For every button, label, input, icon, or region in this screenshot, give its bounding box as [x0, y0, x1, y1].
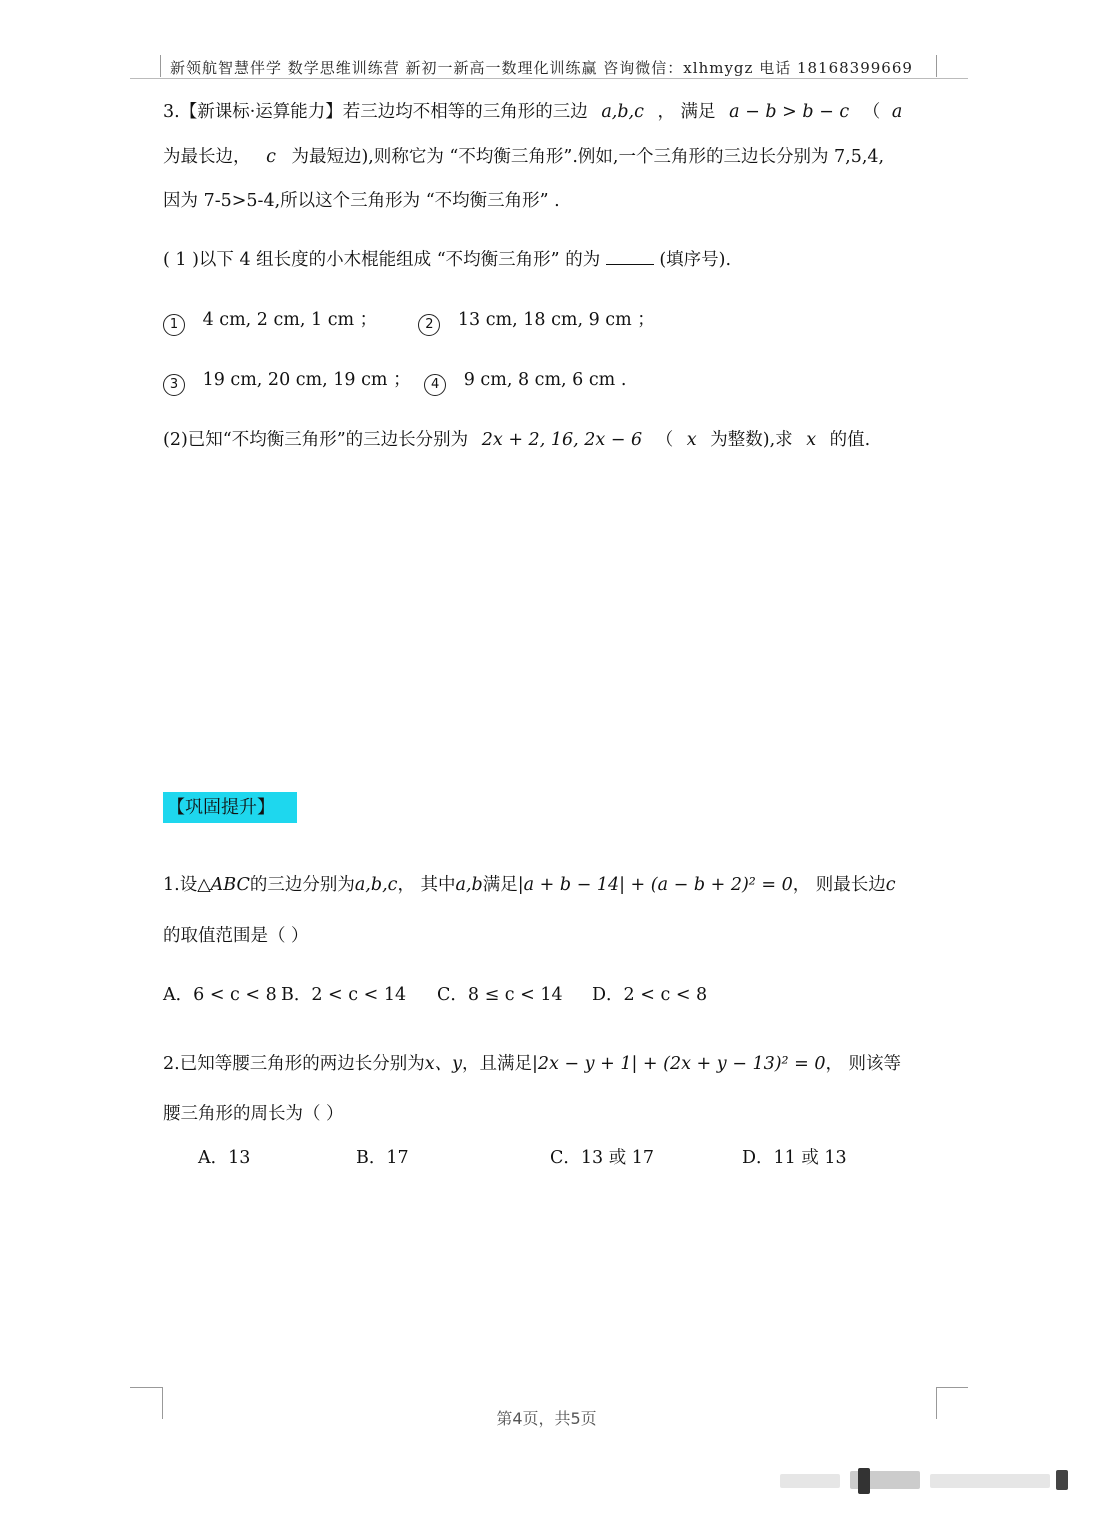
q3-line1: 3.【新课标·运算能力】若三边均不相等的三角形的三边 a,b,c ， 满足 a − b > b − c （ a: [163, 102, 903, 122]
p2-line2: 腰三角形的周长为（ ）: [163, 1104, 344, 1124]
q3-part1: ( 1 )以下 4 组长度的小木棍能组成 “不均衡三角形” 的为 (填序号).: [163, 250, 732, 270]
q3-options-row2: [163, 366, 626, 396]
option-number-2: 2: [418, 314, 440, 336]
q3-line2: 为最长边， c 为最短边),则称它为 “不均衡三角形”.例如,一个三角形的三边长分别为 7,5,4,: [163, 147, 885, 167]
section-label: 【巩固提升】: [163, 792, 297, 823]
p1-option-a: A．6 < c < 8: [163, 985, 277, 1005]
q3-options-row1: [163, 306, 655, 336]
option-number-3: 3: [163, 374, 185, 396]
p1-option-c: C．8 ≤ c < 14: [437, 985, 563, 1005]
corner-mark-right-h: [936, 1387, 968, 1388]
q3-line3: 因为 7-5>5-4,所以这个三角形为 “不均衡三角形” .: [163, 191, 560, 211]
p1-option-b: B．2 < c < 14: [281, 985, 407, 1005]
page-header: 新领航智慧伴学 数学思维训练营 新初一新高一数理化训练赢 咨询微信：xlhmygz 电话 18168399669: [170, 59, 913, 77]
p2-option-b: B．17: [356, 1148, 409, 1168]
option-number-4: 4: [424, 374, 446, 396]
corner-mark-left-h: [130, 1387, 162, 1388]
header-left-bar: [160, 55, 161, 77]
option-3: 19 cm, 20 cm, 19 cm ；: [202, 370, 411, 390]
p2-option-c: C．13 或 17: [550, 1148, 655, 1168]
option-1: 4 cm, 2 cm, 1 cm ；: [202, 310, 378, 330]
p2-option-d: D．11 或 13: [742, 1148, 847, 1168]
p2-line1: 2.已知等腰三角形的两边长分别为x、y，且满足|2x − y + 1| + (2x + y − 13)² = 0， 则该等: [163, 1054, 902, 1074]
option-4: 9 cm, 8 cm, 6 cm .: [463, 370, 627, 390]
header-right-bar: [936, 55, 937, 77]
p1-line2: 的取值范围是（ ）: [163, 926, 309, 946]
p1-line1: 1.设△ABC的三边分别为a,b,c， 其中a,b满足|a + b − 14| + (a − b + 2)² = 0， 则最长边c: [163, 875, 896, 895]
watermark-strip: [780, 1466, 1080, 1496]
answer-blank: [606, 250, 654, 265]
p2-option-a: A．13: [198, 1148, 251, 1168]
option-2: 13 cm, 18 cm, 9 cm ；: [457, 310, 655, 330]
page-number: 第4页，共5页: [496, 1409, 597, 1428]
header-rule: [130, 78, 968, 79]
option-number-1: 1: [163, 314, 185, 336]
p1-option-d: D．2 < c < 8: [592, 985, 708, 1005]
q3-part2: (2)已知“不均衡三角形”的三边长分别为 2x + 2, 16, 2x − 6 （ x 为整数),求 x 的值.: [163, 430, 871, 450]
